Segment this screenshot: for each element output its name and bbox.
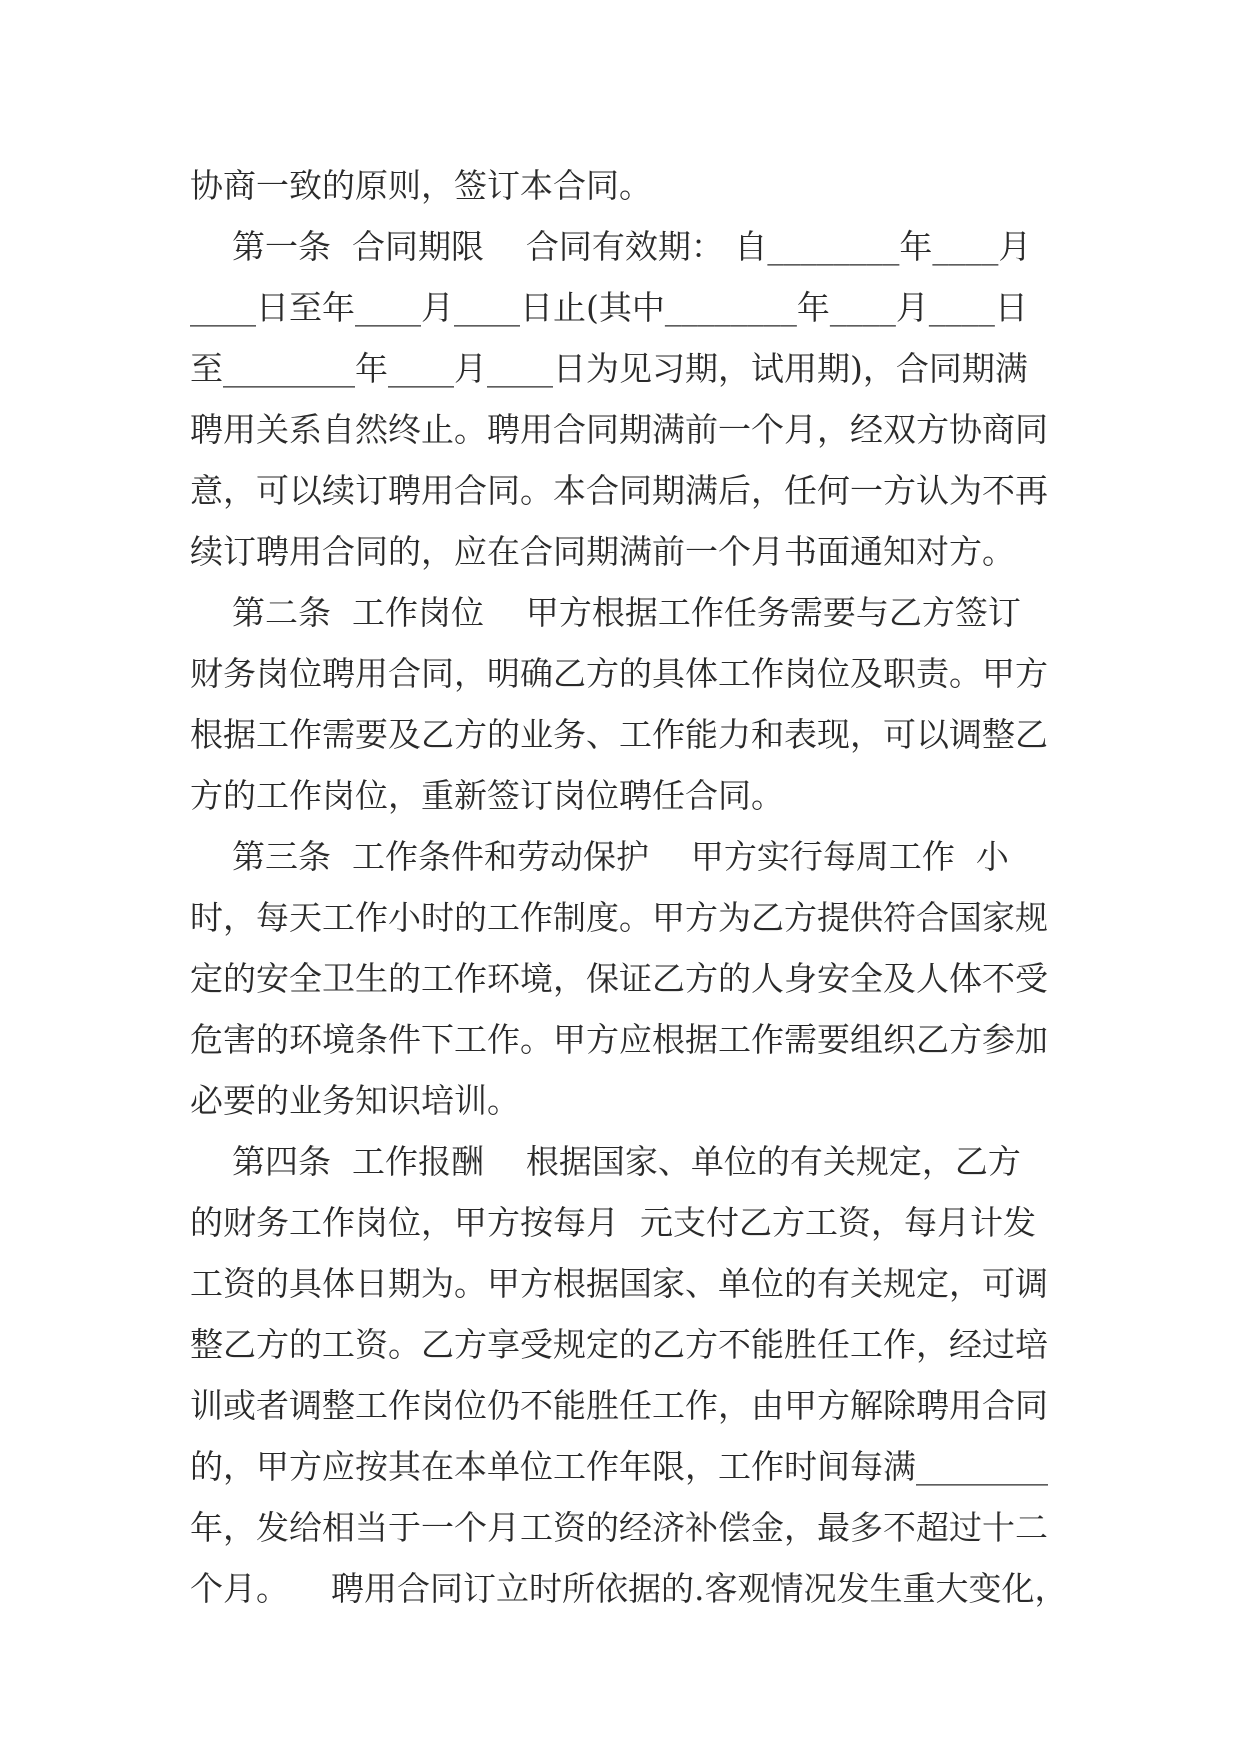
text-line: 定的安全卫生的工作环境，保证乙方的人身安全及人体不受	[190, 959, 1048, 998]
text-line: 第三条 工作条件和劳动保护 甲方实行每周工作 小	[190, 837, 1009, 876]
text-line: 第四条 工作报酬 根据国家、单位的有关规定，乙方	[190, 1142, 1021, 1181]
text-line: 至________年____月____日为见习期，试用期)，合同期满	[190, 349, 1028, 388]
text-line: 方的工作岗位，重新签订岗位聘任合同。	[190, 776, 784, 815]
text-line: 聘用关系自然终止。聘用合同期满前一个月，经双方协商同	[190, 410, 1048, 449]
text-line: 续订聘用合同的，应在合同期满前一个月书面通知对方。	[190, 532, 1015, 571]
text-line: 年，发给相当于一个月工资的经济补偿金，最多不超过十二	[190, 1508, 1048, 1547]
text-line: 根据工作需要及乙方的业务、工作能力和表现，可以调整乙	[190, 715, 1048, 754]
text-line: 时，每天工作小时的工作制度。甲方为乙方提供符合国家规	[190, 898, 1048, 937]
text-line: 训或者调整工作岗位仍不能胜任工作，由甲方解除聘用合同	[190, 1386, 1048, 1425]
text-line: 危害的环境条件下工作。甲方应根据工作需要组织乙方参加	[190, 1020, 1048, 1059]
text-line: 个月。 聘用合同订立时所依据的.客观情况发生重大变化，	[190, 1569, 1068, 1608]
text-line: ____日至年____月____日止(其中________年____月____日	[190, 288, 1028, 327]
text-line: 的，甲方应按其在本单位工作年限，工作时间每满________	[190, 1447, 1048, 1486]
contract-text	[190, 155, 1068, 1619]
text-line: 第二条 工作岗位 甲方根据工作任务需要与乙方签订	[190, 593, 1021, 632]
text-line: 财务岗位聘用合同，明确乙方的具体工作岗位及职责。甲方	[190, 654, 1048, 693]
text-line: 工资的具体日期为。甲方根据国家、单位的有关规定，可调	[190, 1264, 1048, 1303]
text-line: 第一条 合同期限 合同有效期： 自________年____月	[190, 227, 1032, 266]
text-line: 整乙方的工资。乙方享受规定的乙方不能胜任工作，经过培	[190, 1325, 1048, 1364]
text-line: 协商一致的原则，签订本合同。	[190, 166, 652, 205]
text-line: 意，可以续订聘用合同。本合同期满后，任何一方认为不再	[190, 471, 1048, 510]
text-line: 必要的业务知识培训。	[190, 1081, 520, 1120]
text-line: 的财务工作岗位，甲方按每月 元支付乙方工资，每月计发	[190, 1203, 1036, 1242]
